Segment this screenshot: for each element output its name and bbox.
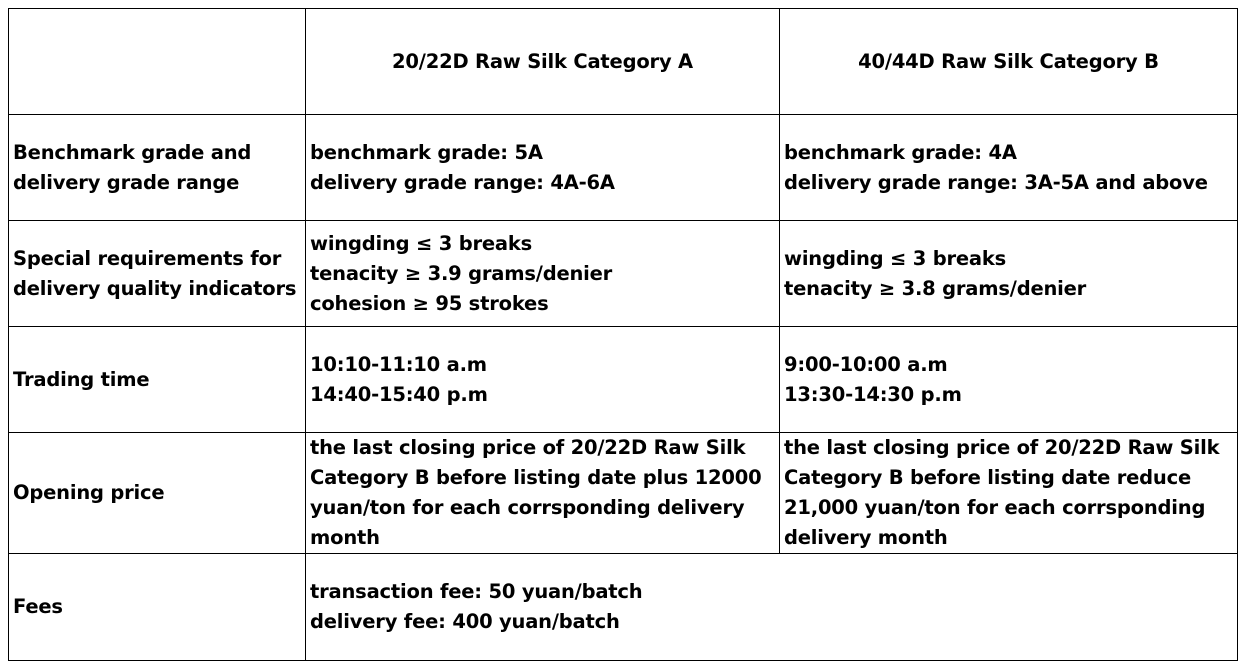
opening-price-category-a: [306, 433, 780, 554]
quality-category-a: [306, 221, 780, 327]
header-category-a: 20/22D Raw Silk Category A: [306, 9, 780, 115]
value-line: benchmark grade: 5A: [310, 140, 543, 164]
fees-merged-cell: [306, 554, 1238, 661]
table-row: [9, 115, 1238, 221]
value-line: 14:40-15:40 p.m: [310, 382, 488, 406]
value-line: wingding ≤ 3 breaks: [310, 231, 533, 255]
value-line: cohesion ≥ 95 strokes: [310, 291, 549, 315]
value-line: 10:10-11:10 a.m: [310, 352, 487, 376]
trading-time-category-a: [306, 327, 780, 433]
row-label-fees: [9, 554, 306, 661]
row-label-trading-time: [9, 327, 306, 433]
value-line: 13:30-14:30 p.m: [784, 382, 962, 406]
grade-category-a: [306, 115, 780, 221]
label-line: delivery grade range: [13, 170, 240, 194]
row-label-opening-price: [9, 433, 306, 554]
table-row: [9, 327, 1238, 433]
header-category-b: 40/44D Raw Silk Category B: [780, 9, 1238, 115]
label-line: Special requirements for: [13, 246, 282, 270]
table-row: [9, 554, 1238, 661]
table-row: [9, 221, 1238, 327]
value-line: transaction fee: 50 yuan/batch: [310, 580, 643, 603]
value-line: delivery fee: 400 yuan/batch: [310, 610, 620, 633]
table-row: [9, 433, 1238, 554]
value-text: the last closing price of 20/22D Raw Silk Category B before listing date plus 12000 yuan/ton for each corrsponding delivery month: [310, 436, 762, 549]
corner-cell: [9, 9, 306, 115]
label-line: Trading time: [13, 367, 150, 391]
value-line: tenacity ≥ 3.8 grams/denier: [784, 276, 1087, 300]
value-line: benchmark grade: 4A: [784, 140, 1017, 164]
contract-spec-table: [8, 8, 1238, 661]
quality-category-b: [780, 221, 1238, 327]
label-line: Fees: [13, 595, 63, 618]
row-label-grade: [9, 115, 306, 221]
value-line: 9:00-10:00 a.m: [784, 352, 948, 376]
opening-price-category-b: [780, 433, 1238, 554]
value-line: wingding ≤ 3 breaks: [784, 246, 1007, 270]
value-line: delivery grade range: 3A-5A and above: [784, 170, 1208, 194]
grade-category-b: [780, 115, 1238, 221]
value-line: delivery grade range: 4A-6A: [310, 170, 615, 194]
trading-time-category-b: [780, 327, 1238, 433]
value-text: the last closing price of 20/22D Raw Silk Category B before listing date reduce 21,000 yuan/ton for each corrsponding delivery month: [784, 436, 1220, 549]
label-line: Opening price: [13, 481, 165, 504]
label-line: delivery quality indicators: [13, 276, 297, 300]
table-header-row: [9, 9, 1238, 115]
label-line: Benchmark grade and: [13, 140, 252, 164]
row-label-quality: [9, 221, 306, 327]
value-line: tenacity ≥ 3.9 grams/denier: [310, 261, 613, 285]
